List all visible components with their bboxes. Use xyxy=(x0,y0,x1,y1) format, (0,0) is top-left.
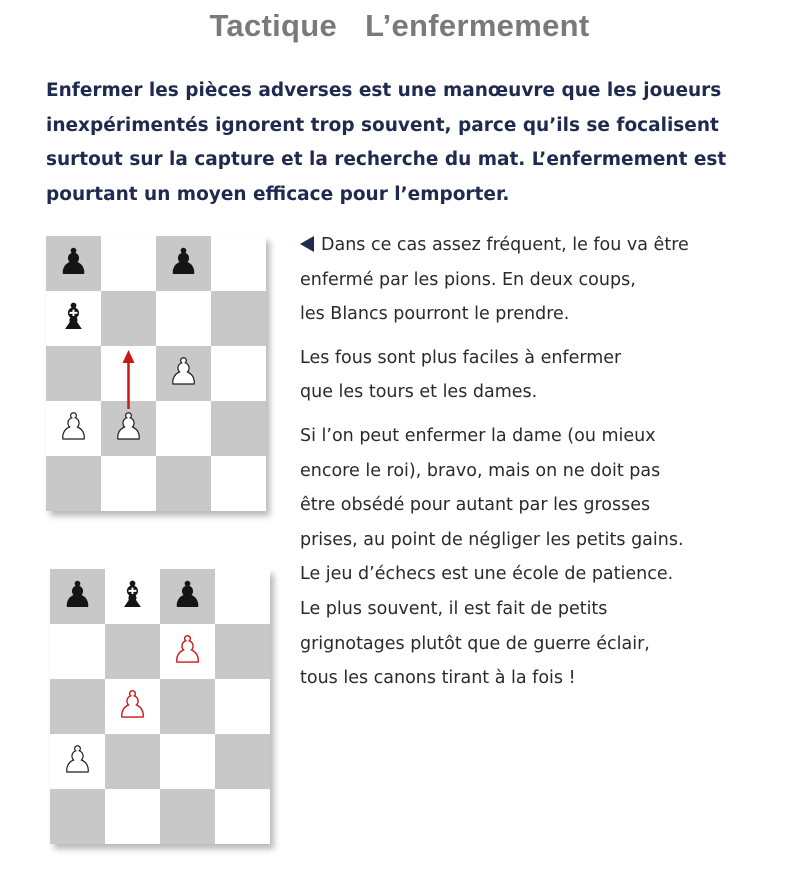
intro-paragraph xyxy=(46,74,766,212)
text-line-content: Dans ce cas assez fréquent, le fou va être xyxy=(321,235,689,255)
board-square xyxy=(156,401,211,456)
board-square xyxy=(101,291,156,346)
board-square xyxy=(215,679,270,734)
board-square xyxy=(160,734,215,789)
paragraph-2 xyxy=(300,341,780,410)
board-square xyxy=(50,624,105,679)
white-pawn-icon: ♟ xyxy=(57,406,90,448)
text-line: Le plus souvent, il est fait de petits xyxy=(300,598,608,619)
black-pawn-icon: ♟ xyxy=(57,241,90,283)
title-right: L’enfermement xyxy=(365,8,590,43)
black-pawn-icon: ♟ xyxy=(171,574,204,616)
board-square xyxy=(105,734,160,789)
board-square xyxy=(215,734,270,789)
text-line xyxy=(300,228,780,263)
board-square xyxy=(215,789,270,844)
board-square xyxy=(211,236,266,291)
board-square xyxy=(160,624,215,679)
board-square xyxy=(156,291,211,346)
red-pawn-icon: ♟ xyxy=(116,684,149,726)
board-square xyxy=(160,789,215,844)
board-square xyxy=(215,569,270,624)
board-square xyxy=(160,679,215,734)
board-square xyxy=(50,569,105,624)
chess-diagram-2 xyxy=(50,569,270,844)
white-pawn-icon: ♟ xyxy=(61,739,94,781)
text-line: que les tours et les dames. xyxy=(300,382,538,403)
text-line: Les fous sont plus faciles à enfermer xyxy=(300,347,622,368)
text-line: tous les canons tirant à la fois ! xyxy=(300,668,576,689)
red-pawn-icon: ♟ xyxy=(171,629,204,671)
board-square xyxy=(211,346,266,401)
black-bishop-icon: ♝ xyxy=(116,574,149,616)
text-line: encore le roi), bravo, mais on ne doit pas xyxy=(300,460,661,481)
board-square xyxy=(156,346,211,401)
board-square xyxy=(156,456,211,511)
black-pawn-icon: ♟ xyxy=(167,241,200,283)
chess-diagram-1 xyxy=(46,236,266,511)
board-square xyxy=(215,624,270,679)
board-square xyxy=(101,401,156,456)
text-line: grignotages plutôt que de guerre éclair, xyxy=(300,633,650,654)
board-square xyxy=(46,456,101,511)
white-pawn-icon: ♟ xyxy=(112,406,145,448)
black-pawn-icon: ♟ xyxy=(61,574,94,616)
page-title xyxy=(0,8,799,44)
intro-line: Enfermer les pièces adverses est une manœuvre que les joueurs xyxy=(46,80,722,101)
board-square xyxy=(101,346,156,401)
board-square xyxy=(105,789,160,844)
board-square xyxy=(50,679,105,734)
board-square xyxy=(211,456,266,511)
board-square xyxy=(46,236,101,291)
board-square xyxy=(101,456,156,511)
text-line: les Blancs pourront le prendre. xyxy=(300,304,570,325)
text-line: Si l’on peut enfermer la dame (ou mieux xyxy=(300,425,656,446)
text-line: être obsédé pour autant par les grosses xyxy=(300,495,651,516)
board-square xyxy=(160,569,215,624)
explanation-text xyxy=(300,228,780,705)
board-square xyxy=(46,346,101,401)
board-square xyxy=(156,236,211,291)
board-square xyxy=(101,236,156,291)
title-left: Tactique xyxy=(209,8,338,43)
intro-line: surtout sur la capture et la recherche du mat. L’enfermement est xyxy=(46,149,727,170)
triangle-left-icon xyxy=(300,236,314,252)
board-square xyxy=(211,401,266,456)
text-line: prises, au point de négliger les petits gains. xyxy=(300,529,684,550)
intro-line: pourtant un moyen efficace pour l’emporter. xyxy=(46,183,510,205)
black-bishop-icon: ♝ xyxy=(57,296,90,338)
board-square xyxy=(50,789,105,844)
board-square xyxy=(46,291,101,346)
paragraph-1 xyxy=(300,228,780,332)
text-line: enfermé par les pions. En deux coups, xyxy=(300,269,636,290)
board-square xyxy=(50,734,105,789)
board-square xyxy=(211,291,266,346)
board-square xyxy=(105,679,160,734)
board-square xyxy=(105,624,160,679)
board-square xyxy=(46,401,101,456)
paragraph-3 xyxy=(300,419,780,696)
board-square xyxy=(105,569,160,624)
white-pawn-icon: ♟ xyxy=(167,351,200,393)
intro-line: inexpérimentés ignorent trop souvent, parce qu’ils se focalisent xyxy=(46,114,719,136)
text-line: Le jeu d’échecs est une école de patience. xyxy=(300,564,674,585)
